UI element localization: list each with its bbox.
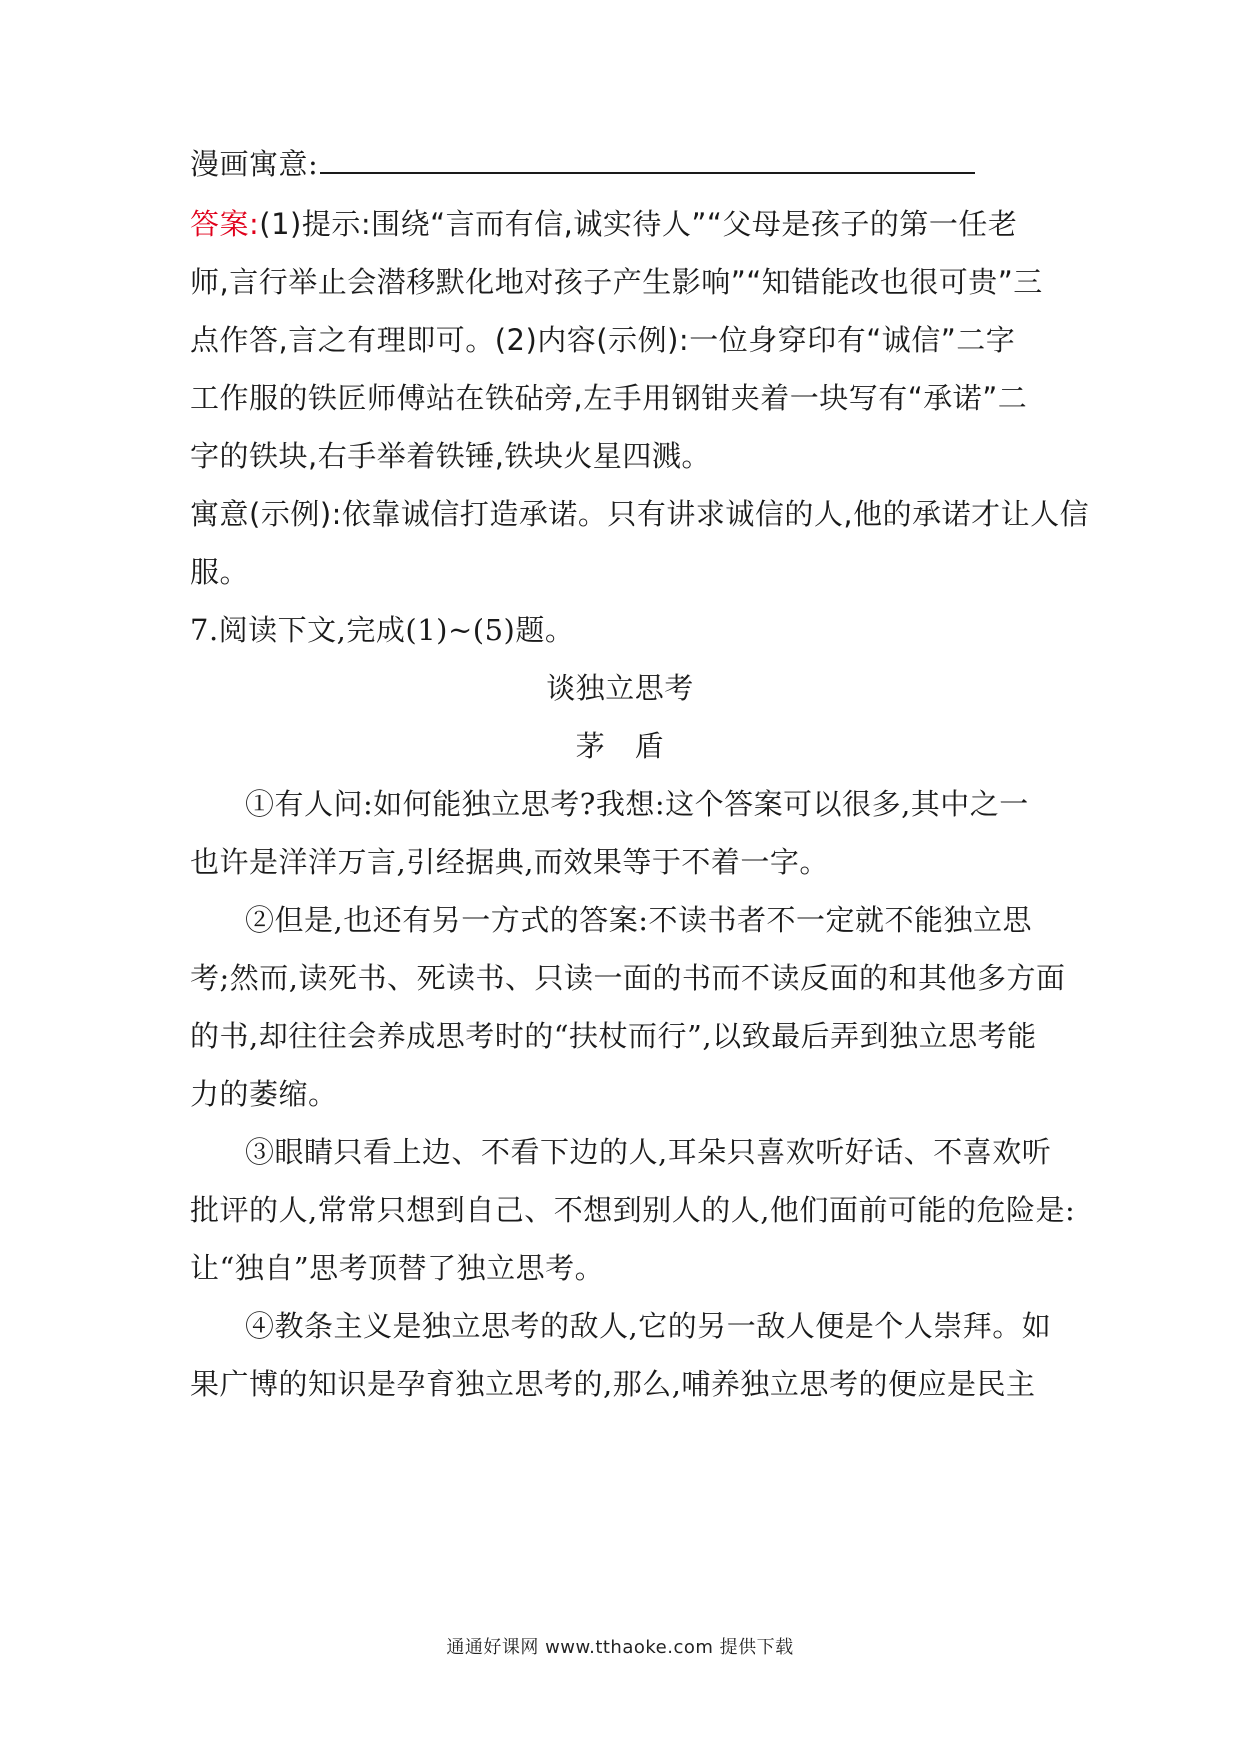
article-line: 批评的人,常常只想到自己、不想到别人的人,他们面前可能的危险是: bbox=[190, 1193, 1076, 1227]
article-author: 茅 盾 bbox=[575, 729, 665, 763]
article-line: ③眼睛只看上边、不看下边的人,耳朵只喜欢听好话、不喜欢听 bbox=[245, 1135, 1052, 1169]
answer-text-line: 点作答,言之有理即可。(2)内容(示例):一位身穿印有“诚信”二字 bbox=[190, 323, 1016, 357]
article-line: 让“独自”思考顶替了独立思考。 bbox=[190, 1251, 605, 1285]
question-heading: 7.阅读下文,完成(1)~(5)题。 bbox=[190, 613, 575, 647]
answer-text-line: 寓意(示例):依靠诚信打造承诺。只有讲求诚信的人,他的承诺才让人信 bbox=[190, 497, 1090, 531]
article-line: 考;然而,读死书、死读书、只读一面的书而不读反面的和其他多方面 bbox=[190, 961, 1066, 995]
cartoon-meaning-line bbox=[190, 144, 1070, 184]
article-line: ④教条主义是独立思考的敌人,它的另一敌人便是个人崇拜。如 bbox=[245, 1309, 1052, 1343]
article-title: 谈独立思考 bbox=[546, 671, 694, 705]
page-footer: 通通好课网 www.tthaoke.com 提供下载 bbox=[446, 1637, 794, 1658]
article-line: 力的萎缩。 bbox=[190, 1077, 338, 1111]
answer-blank-line bbox=[320, 148, 975, 174]
answer-text-line: 工作服的铁匠师傅站在铁砧旁,左手用钢钳夹着一块写有“承诺”二 bbox=[190, 381, 1028, 415]
answer-text-line: 师,言行举止会潜移默化地对孩子产生影响”“知错能改也很可贵”三 bbox=[190, 265, 1043, 299]
answer-label: 答案: bbox=[190, 207, 260, 241]
answer-text-line: 字的铁块,右手举着铁锤,铁块火星四溅。 bbox=[190, 439, 711, 473]
cartoon-meaning-label: 漫画寓意: bbox=[190, 147, 319, 181]
answer-line bbox=[190, 204, 1070, 244]
article-line: ②但是,也还有另一方式的答案:不读书者不一定就不能独立思 bbox=[245, 903, 1032, 937]
answer-text-line: (1)提示:围绕“言而有信,诚实待人”“父母是孩子的第一任老 bbox=[259, 207, 1018, 241]
article-line: 果广博的知识是孕育独立思考的,那么,哺养独立思考的便应是民主 bbox=[190, 1367, 1036, 1401]
article-line: 也许是洋洋万言,引经据典,而效果等于不着一字。 bbox=[190, 845, 829, 879]
article-line: 的书,却往往会养成思考时的“扶杖而行”,以致最后弄到独立思考能 bbox=[190, 1019, 1037, 1053]
article-line: ①有人问:如何能独立思考?我想:这个答案可以很多,其中之一 bbox=[245, 787, 1029, 821]
answer-text-line: 服。 bbox=[190, 555, 250, 589]
